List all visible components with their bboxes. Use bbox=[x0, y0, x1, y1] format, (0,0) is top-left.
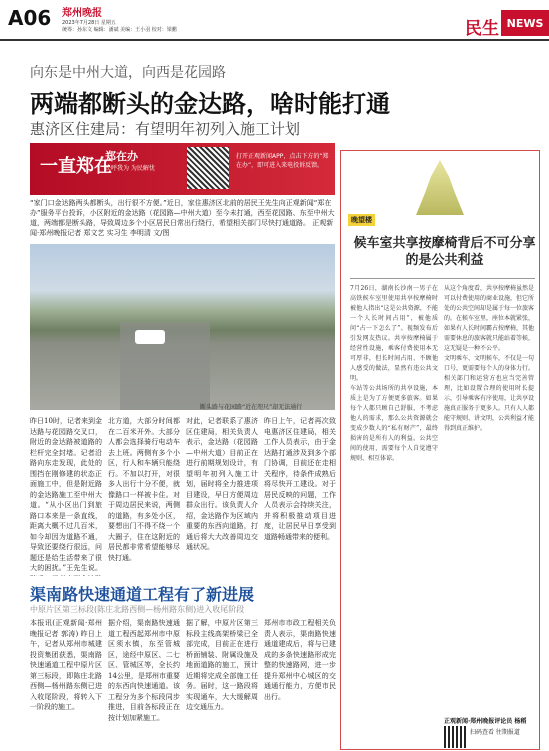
article2-column-2: 据介绍，渠南路快速通道工程西起郑州市中原区须水镇，东至管城区，途经中原区、二七区、管城区等，全长约14公里，是郑州市重要的东西向快速通道。该工程分为多个标段同步推进，目前各标段正在按计划加紧施工。 bbox=[108, 619, 180, 722]
masthead-divider bbox=[0, 39, 549, 41]
article2-column-3: 据了解，中原片区第三标段主线高架桥梁已全部完成，目前正在进行桥面铺装、附属设施及地面道路的施工，预计近期将完成全部施工任务。届时，这一路段将实现通车，大大缓解周边交通压力。 bbox=[186, 619, 258, 711]
page-number: A06 bbox=[8, 6, 52, 30]
article2-headline: 渠南路快速通道工程有了新进展 bbox=[30, 585, 255, 604]
masthead-meta bbox=[62, 20, 177, 34]
section-title: 民生 bbox=[465, 19, 499, 39]
article1-kicker: 向东是中州大道，向西是花园路 bbox=[30, 65, 226, 81]
article2-subhead: 中原片区第三标段(陈庄北路西侧—杨州路东侧)进入收尾阶段 bbox=[30, 605, 245, 614]
banner-brand: 一直郑在 bbox=[40, 156, 112, 177]
photo-car bbox=[135, 330, 165, 344]
column-title: 候车室共享按摩椅背后不可分享的是公共利益 bbox=[353, 236, 536, 268]
article2-column-4: 郑州市市政工程相关负责人表示，渠南路快速通道建成后，将与已建成的多条快速路形成完整的快速路网，进一步提升郑州中心城区的交通通行能力，方便市民出行。 bbox=[264, 619, 336, 701]
article2-column-1: 本报讯(正观新闻·郑州晚报记者 郭涛) 昨日上午，记者从郑州市城建投资集团获悉，渠南路快速通道工程中原片区第三标段，即陈庄北路西侧—杨州路东侧已进入收尾阶段，将转入下一阶段的施工。 bbox=[30, 619, 102, 711]
section-badge: NEWS bbox=[501, 10, 549, 36]
column-tag: 晚望楼 bbox=[348, 214, 375, 226]
photo-road bbox=[120, 322, 210, 410]
date-line: 2023年7月28日 星期五 bbox=[62, 20, 116, 26]
column-para-1: 7月26日，湖南长沙南一男子在高铁候车室里使用共享按摩椅时被他人指出“这是公共资源，不能一个人长时间占用”，被他质问“占一下怎么了”。视频发布后引发网友热议。共享按摩椅属于经营性设施，乘客付费使用本无可厚非，但长时间占用、不顾他人感受的做法，显然有违公共文明。 bbox=[350, 285, 438, 382]
article1-lead: “家门口金达路两头都断头，出行很不方便。”近日，家住惠济区北前的居民王先生向正观新闻“郑在办”服务平台投诉，小区附近的金达路（花园路—中州大道）至今未打通，西至花园路、东至中州大道，两端都是断头路，导致周边多个小区居民日常出行绕行，希望相关部门尽快打通道路。 正观新闻·郑州晚报记者 郑文艺 实习生 李明清 文/图 bbox=[30, 199, 335, 237]
column-para-4: 文明乘车、文明候车，不仅是一句口号，更需要每个人的身体力行。相关部门和运营方也应当完善管理，比如设置合理的使用时长提示，引导乘客有序使用，让共享设施真正服务于更多人。只有人人都能守规则、讲文明，公共利益才能得到真正维护。 bbox=[444, 355, 534, 432]
column-para-3: 从这个角度看，共享按摩椅虽然是可以付费使用的商业设施，但它所处的公共空间却是属于每一位旅客的。在候车室里，座位本就紧张，如果有人长时间霸占按摩椅，其他需要休息的旅客就只能站着等候，这无疑是一种不公平。 bbox=[444, 285, 534, 352]
qr-caption: 扫码查看 往期报道 bbox=[470, 729, 520, 736]
article1-column-1: 昨日10时，记者来到金达路与花园路交叉口，附近的金达路被道路的栏杆完全封堵。记者沿路向东走发现，此处的围挡在刚修建的状态正面施工中，但是附近路的金达路施工至中州大道。“从小区出门到旅路口本来是一条直线，距离大概不过几百米，如今却因为道路不通，导致还要绕行很远，问题还是给生活带来了很大的困扰。”王先生说。 bbox=[30, 417, 102, 572]
column-text-1 bbox=[350, 284, 438, 744]
article1-headline: 两端都断头的金达路，啥时能打通 bbox=[30, 90, 390, 118]
article1-column-4: 昨日上午，记者再次致电惠济区住建局，相关工作人员表示，由于金达路打通涉及到多个部门协调，目前还在走相关程序，待条件成熟后将尽快开工建设。对于居民反映的问题，工作人员表示会持续关注，并将积极推动项目进度，让居民早日享受到道路畅通带来的便利。 bbox=[264, 417, 336, 541]
banner-hint: 打开正观新闻APP，点击下方的“郑在办”，即可进入来电投诉反馈。 bbox=[236, 153, 329, 169]
newspaper-logo: 郑州晚报 bbox=[62, 8, 102, 19]
column-text-2 bbox=[444, 284, 534, 712]
article1-column-2: 北方道，大部分时间都在二百米开外。大部分人都会选择骑行电动车去上班。两侧有多个小区，行人和车辆只能绕行。不加以打开，对很多人出行十分不便，就像路口一样被卡住。对于周边居民来说，两侧的道路，有多处小区，要想出门不得不绕一个大圈子，住在这附近的居民都非常希望能够尽快打通。 bbox=[108, 417, 180, 562]
column-divider bbox=[350, 278, 535, 279]
column-para-2: 车站等公共场所的共享设施，本质上是为了方便更多旅客。如果每个人都只顾自己舒服，不考虑他人的需求，那么公共资源就会变成少数人的“私有财产”，最终损害的是所有人的利益。公共空间的使用，需要每个人自觉遵守规则、相互体谅。 bbox=[350, 385, 438, 462]
article1-subhead: 惠济区住建局：有望明年初列入施工计划 bbox=[30, 120, 301, 138]
staff-line: 统筹：孙东文 编辑：潘斌 美编：王小羽 校对：梁鹏 bbox=[62, 27, 177, 33]
article1-column-3: 对此，记者联系了惠济区住建局，相关负责人表示，金达路（花园路—中州大道）目前正在进行前期规划设计，有望明年初列入施工计划，届时将全力推进项目建设，早日方便周边群众出行。该负责人介绍，金达路作为区域内重要的东西向道路，打通后将大大改善周边交通状况。 bbox=[186, 417, 258, 551]
photo-caption: 断头路与花园路“近在咫尺”却无法通行 bbox=[200, 404, 303, 411]
banner-subtitle: 民呼我为 为民解忧 bbox=[105, 165, 155, 172]
qr-code-icon[interactable] bbox=[444, 726, 466, 748]
column-signature: 正观新闻·郑州晚报评论员 杨稻 bbox=[444, 718, 527, 725]
qr-code-icon[interactable] bbox=[187, 147, 229, 189]
banner-title: 郑在办 bbox=[105, 150, 138, 163]
